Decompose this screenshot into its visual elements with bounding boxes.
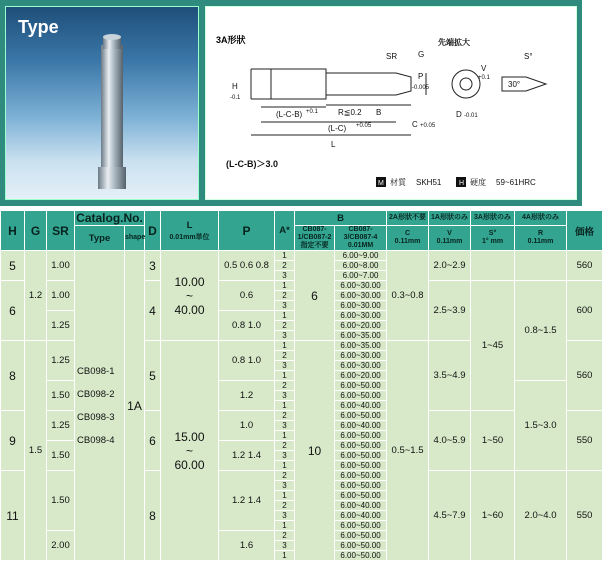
cell-a: 2: [275, 411, 295, 421]
cell-b-range: 6.00~30.00: [335, 301, 387, 311]
callout-p: P: [418, 72, 424, 81]
cell-a: 2: [275, 441, 295, 451]
spec-table-wrap: [0, 210, 595, 560]
cell-h: 9: [1, 411, 25, 471]
callout-d-tol: -0.01: [464, 113, 478, 119]
col-shape: shape: [125, 226, 145, 251]
cell-b-range: 6.00~30.00: [335, 351, 387, 361]
cell-b-range: 6.00~35.00: [335, 341, 387, 351]
col-c: C 0.11mm: [387, 226, 429, 251]
col-g: G: [25, 211, 47, 251]
cell-b-range: 6.00~50.00: [335, 471, 387, 481]
cell-b-range: 6.00~50.00: [335, 411, 387, 421]
col-r: R 0.11mm: [515, 226, 567, 251]
cell-d: 8: [145, 471, 161, 561]
col-type: Type: [75, 226, 125, 251]
cell-a: 2: [275, 321, 295, 331]
cell-b-range: 6.00~30.00: [335, 291, 387, 301]
cell-b-range: 6.00~50.00: [335, 491, 387, 501]
callout-h-tol: -0.1: [230, 95, 241, 101]
cell-p: 1.0: [219, 411, 275, 441]
cell-a: 2: [275, 471, 295, 481]
cell-a: 1: [275, 251, 295, 261]
cell-b-range: 6.00~50.00: [335, 461, 387, 471]
cell-r-empty: [515, 251, 567, 281]
callout-lc: (L-C): [328, 124, 347, 133]
cell-l: 15.00 ~ 60.00: [161, 341, 219, 561]
col-v: V 0.11mm: [429, 226, 471, 251]
cell-c1: 0.3~0.8: [387, 251, 429, 341]
cell-v: 2.5~3.9: [429, 281, 471, 341]
note-enlarge: 先端拡大: [438, 38, 470, 47]
cell-b-range: 6.00~40.00: [335, 511, 387, 521]
col-price: 価格: [567, 211, 603, 251]
cell-sr: 2.00: [47, 531, 75, 561]
cell-type: [75, 251, 125, 561]
cell-b-range: 6.00~30.00: [335, 311, 387, 321]
callout-h: H: [232, 82, 238, 91]
col-a: A*: [275, 211, 295, 251]
cell-b-range: 6.00~40.00: [335, 501, 387, 511]
cell-s3: 1~60: [471, 471, 515, 561]
cell-v: 2.0~2.9: [429, 251, 471, 281]
cell-a: 2: [275, 381, 295, 391]
cell-a: 1: [275, 491, 295, 501]
cell-b-range: 6.00~50.00: [335, 531, 387, 541]
col-sr: SR: [47, 211, 75, 251]
callout-lc-tol: +0.05: [356, 123, 372, 129]
cell-g: 1.2: [25, 251, 47, 341]
callout-r: R≦0.2: [338, 108, 362, 117]
col-c-top: 2A形狀不要: [387, 211, 429, 226]
cell-price: 560: [567, 341, 603, 411]
cell-sr: 1.00: [47, 251, 75, 281]
callout-c: C: [412, 120, 418, 129]
cell-sr: 1.50: [47, 381, 75, 411]
cell-a: 3: [275, 331, 295, 341]
cell-g: 1.5: [25, 341, 47, 561]
cell-d: 3: [145, 251, 161, 281]
cell-r: 1.5~3.0: [515, 381, 567, 471]
cell-sr: 1.00: [47, 281, 75, 311]
hardness-label: 硬度: [470, 178, 486, 187]
product-photo: [5, 6, 199, 200]
callout-g: G: [418, 50, 425, 59]
col-v-top: 1A形狀のみ: [429, 211, 471, 226]
cell-p: 0.6: [219, 281, 275, 311]
callout-b: B: [376, 108, 382, 117]
col-p: P: [219, 211, 275, 251]
cell-p: 1.2: [219, 381, 275, 411]
col-l: L 0.01mm単位: [161, 211, 219, 251]
type-code: CB098-1: [77, 365, 115, 377]
cell-b-range: 6.00~35.00: [335, 331, 387, 341]
cell-a: 2: [275, 291, 295, 301]
callout-p-tol: -0.005: [412, 85, 430, 91]
cell-b-range: 6.00~7.00: [335, 271, 387, 281]
cell-b-range: 6.00~40.00: [335, 421, 387, 431]
cell-v: 3.5~4.9: [429, 341, 471, 411]
cell-sr: 1.50: [47, 471, 75, 531]
cell-b2: 10: [295, 341, 335, 561]
cell-a: 3: [275, 451, 295, 461]
callout-d: D: [456, 110, 462, 119]
cell-p: 0.5 0.6 0.8: [219, 251, 275, 281]
cell-a: 3: [275, 271, 295, 281]
table-row: [1, 251, 603, 261]
cell-a: 2: [275, 531, 295, 541]
cell-b1: 6: [295, 251, 335, 341]
cell-a: 1: [275, 311, 295, 321]
col-d: D: [145, 211, 161, 251]
cell-b-range: 6.00~20.00: [335, 371, 387, 381]
cell-a: 1: [275, 341, 295, 351]
cell-a: 1: [275, 521, 295, 531]
cell-a: 3: [275, 421, 295, 431]
type-code: CB098-3: [77, 411, 115, 423]
cell-c2: 0.5~1.5: [387, 341, 429, 561]
cell-sr: 1.50: [47, 441, 75, 471]
cell-a: 3: [275, 541, 295, 551]
cell-h: 11: [1, 471, 25, 561]
cell-p: 1.2 1.4: [219, 441, 275, 471]
cell-price: 560: [567, 251, 603, 281]
svg-text:M: M: [378, 180, 384, 187]
col-catalog: Catalog.No.: [76, 211, 143, 225]
col-s-top: 3A形狀のみ: [471, 211, 515, 226]
cell-a: 2: [275, 261, 295, 271]
cell-s1: 1~45: [471, 281, 515, 411]
col-s: S° 1° mm: [471, 226, 515, 251]
cell-a: 3: [275, 511, 295, 521]
cell-h: 6: [1, 281, 25, 341]
svg-text:H: H: [459, 180, 465, 187]
cell-b-range: 6.00~50.00: [335, 481, 387, 491]
cell-b-range: 6.00~30.00: [335, 281, 387, 291]
cell-sr: 1.25: [47, 341, 75, 381]
cell-b-range: 6.00~50.00: [335, 541, 387, 551]
col-b-sub2: CB087-3/CB087-4 0.01MM: [335, 226, 387, 251]
cell-p: 1.2 1.4: [219, 471, 275, 531]
cell-price: 550: [567, 471, 603, 561]
photo-type-label: Type: [18, 17, 59, 37]
cell-b-range: 6.00~50.00: [335, 521, 387, 531]
col-h: H: [1, 211, 25, 251]
angle-s: S°: [524, 52, 533, 61]
angle-30: 30°: [508, 80, 521, 89]
cell-p: 0.8 1.0: [219, 341, 275, 381]
cell-v: 4.5~7.9: [429, 471, 471, 561]
cell-a: 2: [275, 501, 295, 511]
cell-h: 8: [1, 341, 25, 411]
spec-body: [1, 251, 603, 561]
cell-b-range: 6.00~8.00: [335, 261, 387, 271]
header-panel: [0, 0, 582, 206]
cell-a: 1: [275, 281, 295, 291]
cell-r: 0.8~1.5: [515, 281, 567, 381]
cell-sr: 1.25: [47, 311, 75, 341]
cell-sr: 1.25: [47, 411, 75, 441]
cell-a: 1: [275, 431, 295, 441]
cell-d: 6: [145, 411, 161, 471]
callout-sr: SR: [386, 52, 398, 61]
callout-v: V: [481, 64, 487, 73]
cell-b-range: 6.00~50.00: [335, 381, 387, 391]
cell-r: 2.0~4.0: [515, 471, 567, 561]
cell-b-range: 6.00~40.00: [335, 401, 387, 411]
cell-h: 5: [1, 251, 25, 281]
cell-b-range: 6.00~30.00: [335, 361, 387, 371]
cell-a: 3: [275, 481, 295, 491]
material-value: SKH51: [416, 178, 442, 187]
cell-b-range: 6.00~50.00: [335, 391, 387, 401]
material-label: 材質: [390, 178, 406, 187]
cell-a: 1: [275, 371, 295, 381]
cell-price: 550: [567, 411, 603, 471]
condition-text: (L-C-B)＞3.0: [226, 159, 278, 169]
callout-l: L: [331, 140, 336, 149]
cell-v: 4.0~5.9: [429, 411, 471, 471]
callout-lcb-tol: +0.1: [306, 109, 318, 115]
cell-a: 3: [275, 361, 295, 371]
type-code: CB098-4: [77, 434, 115, 446]
cell-a: 3: [275, 391, 295, 401]
cell-a: 1: [275, 401, 295, 411]
cell-b-range: 6.00~20.00: [335, 321, 387, 331]
cell-b-range: 6.00~50.00: [335, 551, 387, 561]
col-b: B: [295, 211, 387, 226]
col-r-top: 4A形狀のみ: [515, 211, 567, 226]
spec-table: [0, 210, 603, 561]
shape-title: 3A形狀: [216, 35, 246, 45]
cell-a: 1: [275, 461, 295, 471]
cell-s-empty: [471, 251, 515, 281]
cell-d: 4: [145, 281, 161, 341]
hardness-value: 59~61HRC: [496, 178, 536, 187]
cell-a: 3: [275, 301, 295, 311]
cell-price: 600: [567, 281, 603, 341]
callout-c-tol: +0.05: [420, 123, 436, 129]
cell-b-range: 6.00~9.00: [335, 251, 387, 261]
technical-drawing: [205, 6, 577, 200]
cell-a: 1: [275, 551, 295, 561]
cell-s2: 1~50: [471, 411, 515, 471]
cell-l: 10.00 ~ 40.00: [161, 251, 219, 341]
cell-b-range: 6.00~50.00: [335, 451, 387, 461]
cell-p: 1.6: [219, 531, 275, 561]
cell-b-range: 6.00~50.00: [335, 431, 387, 441]
cell-b-range: 6.00~50.00: [335, 441, 387, 451]
col-b-sub1: CB087-1/CB087-2 指定不要: [295, 226, 335, 251]
cell-d: 5: [145, 341, 161, 411]
callout-lcb: (L-C-B): [276, 110, 303, 119]
callout-v-tol: +0.1: [478, 75, 490, 81]
cell-a: 2: [275, 351, 295, 361]
cell-shape: 1A: [125, 251, 145, 561]
cell-p: 0.8 1.0: [219, 311, 275, 341]
type-code: CB098-2: [77, 388, 115, 400]
